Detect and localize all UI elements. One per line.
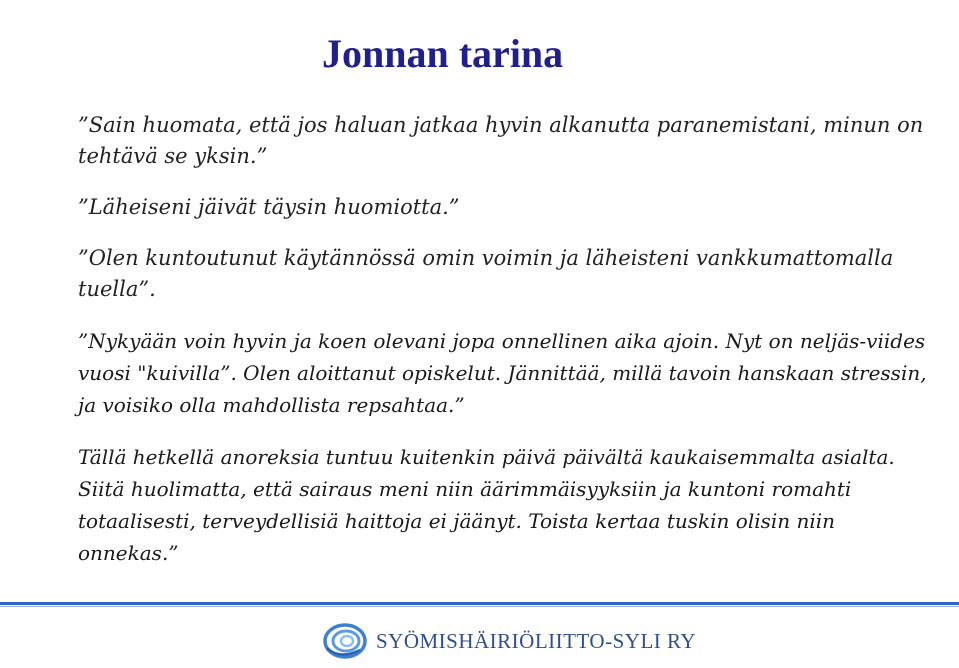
- page-title: Jonnan tarina: [322, 31, 564, 76]
- footer-divider: [0, 602, 959, 605]
- quote-paragraph-3: ”Olen kuntoutunut käytännössä omin voimin ja läheisteni vankkumattomalla tuella”.: [78, 246, 894, 301]
- syli-swirl-logo-icon: [322, 620, 368, 662]
- organization-name: SYÖMISHÄIRIÖLIITTO-SYLI RY: [376, 629, 697, 653]
- quote-paragraph-4: ”Nykyään voin hyvin ja koen olevani jopa onnellinen aika ajoin. Nyt on neljäs-viides vuosi "kuivilla”. Olen aloittanut opiskelut. Jännittää, millä tavoin hanskaan stressin, ja voisiko olla mahdollista repsahtaa.”: [78, 329, 927, 417]
- quote-paragraph-5: Tällä hetkellä anoreksia tuntuu kuitenkin päivä päivältä kaukaisemmalta asialta. Siitä huolimatta, että sairaus meni niin äärimmäisyyksiin ja kuntoni romahti totaalisesti, terveydellisiä haittoja ei jäänyt. Toista kertaa tuskin olisin niin onnekas.”: [78, 445, 895, 565]
- quote-paragraph-2: ”Läheiseni jäivät täysin huomiotta.”: [78, 195, 460, 219]
- quote-paragraph-1: ”Sain huomata, että jos haluan jatkaa hyvin alkanutta paranemistani, minun on tehtävä se yksin.”: [78, 113, 924, 168]
- footer-divider-thin: [0, 606, 959, 607]
- quote-body: [78, 110, 938, 569]
